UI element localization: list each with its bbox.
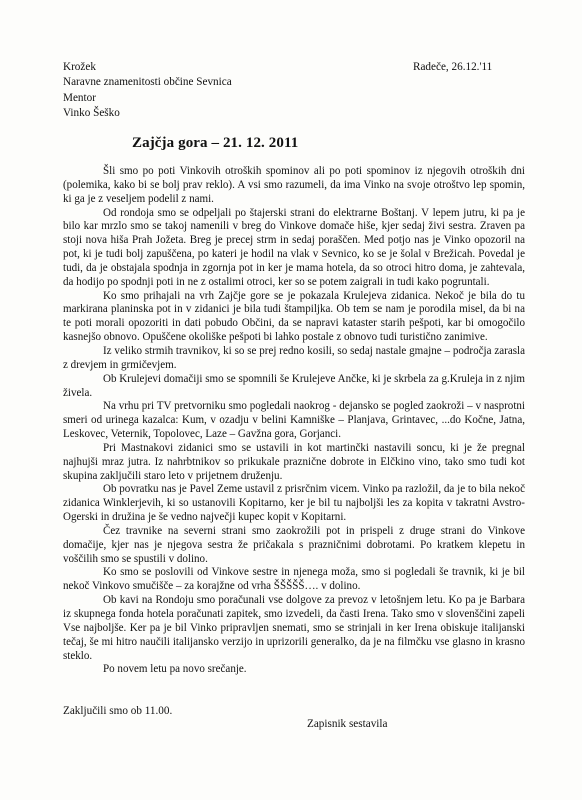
paragraph-9: Čez travnike na severni strani smo zaokrožili pot in prispeli z druge strani do Vinkove domačije, kjer nas je njegova sestra že pričakala s prazničnimi dobrotami. Po kratkem klepetu in voščilih smo se spustili v dolino. [63, 524, 525, 565]
paragraph-4: Iz veliko strmih travnikov, ki so se prej redno kosili, so sedaj nastale gmajne – področja zarasla z drevjem in grmičevjem. [63, 344, 525, 371]
document-title: Zajčja gora – 21. 12. 2011 [132, 135, 299, 151]
club-name: Krožek [63, 61, 96, 73]
paragraph-2: Od rondoja smo se odpeljali po štajerski strani do elektrarne Boštanj. V lepem jutru, ki pa je bilo kar mrzlo smo se takoj namenili v breg do Vinkove domače hiše, kjer sedaj živi sestra. Zraven pa stoji nova hiša Prah Jožeta. Breg je precej strm in sedaj poraščen. Med potjo nas je Vinko opozoril na pot, ki je tudi bolj zapuščena, po kateri je hodil na vlak v Sevnico, ko se je šolal v Brežicah. Povedal je tudi, da je obstajala spodnja in zgornja pot in ker je mama hotela, da so otroci hitro doma, je zahtevala, da hodijo po spodnji poti in ne z ostalimi otroci, ker so se potem zaigrali in tudi kako pogruntali. [63, 206, 525, 288]
paragraph-7: Pri Mastnakovi zidanici smo se ustavili in kot martinčki nastavili soncu, ki je že pregnal najhujši mraz jutra. Iz nahrbtnikov so prikukale praznične dobrote in Elčkino vino, tako smo tudi kot skupina zaključili staro leto v prijetnem druženju. [63, 441, 525, 482]
paragraph-8: Ob povratku nas je Pavel Zeme ustavil z prisrčnim vicem. Vinko pa razložil, da je to bila nekoč zidanica Winklerjevih, ki so ustanovili Kopitarno, ker je bil tu najboljši les za kopita v takratni Avstro-Ogerski in družina je še vedno največji kupec kopit v Kopitarni. [63, 483, 525, 524]
paragraph-1: Šli smo po poti Vinkovih otroških spominov ali po poti spominov iz njegovih otroških dni (polemika, kako bi se bolj prav reklo). A vsi smo razumeli, da ima Vinko na svoje otroštvo lep spomin, ki ga je z veseljem podelil z nami. [63, 165, 525, 205]
paragraph-12: Po novem letu pa novo srečanje. [103, 663, 247, 676]
mentor-label: Mentor [63, 91, 96, 104]
paragraph-5: Ob Krulejevi domačiji smo se spomnili še Krulejeve Ančke, ki je skrbela za g.Kruleja in z njim živela. [63, 372, 525, 399]
paragraph-3: Ko smo prihajali na vrh Zajčje gore se je pokazala Krulejeva zidanica. Nekoč je bila do tu markirana planinska pot in v zidanici je bila tudi štampiljka. Ob tem se nam je porodila misel, da bi na te poti morali opozoriti in dati pobudo Občini, da se napravi kataster starih pešpoti, kar bi omogočilo kasnejšo obnovo. Opuščene okoliške pešpoti bi lahko postale z obnovo tudi turistično zanimive. [63, 289, 525, 344]
club-subtitle: Naravne znamenitosti občine Sevnica [63, 76, 232, 89]
closing-line: Zaključili smo ob 11.00. [63, 705, 173, 717]
mentor-name: Vinko Šeško [63, 107, 120, 120]
paragraph-10: Ko smo se poslovili od Vinkove sestre in njenega moža, smo si pogledali še travnik, ki je bil nekoč Vinkovo smučišče – za korajžne od vrha ŠŠŠŠŠ…. v dolino. [63, 566, 525, 593]
paragraph-11: Ob kavi na Rondoju smo poračunali vse dolgove za prevoz v letošnjem letu. Ko pa je Barbara iz skupnega fonda hotela poračunati zapitek, smo izvedeli, da časti Irena. Tako smo v slovenščini zapeli Vse najboljše. Ker pa je bil Vinko pripravljen snemati, smo se strinjali in ker Irena obiskuje italijanski tečaj, še mi hitro naučili italijansko verzijo in uprizorili generalko, da je na filmčku vse glasno in krasno steklo. [63, 594, 525, 662]
place-date: Radeče, 26.12.'11 [413, 61, 493, 73]
report-body [63, 165, 525, 677]
paragraph-6: Na vrhu pri TV pretvorniku smo pogledali naokrog - dejansko se pogled zaokroži – v nasprotni smeri od urinega kazalca: Kum, v ozadju v belini Kamniške – Planjava, Grintavec, ...do Kočne, Jatna, Leskovec, Veternik, Topolovec, Laze – Gavžna gora, Gorjanci. [63, 400, 525, 441]
signature-line: Zapisnik sestavila [307, 718, 388, 730]
header-block [63, 60, 232, 122]
